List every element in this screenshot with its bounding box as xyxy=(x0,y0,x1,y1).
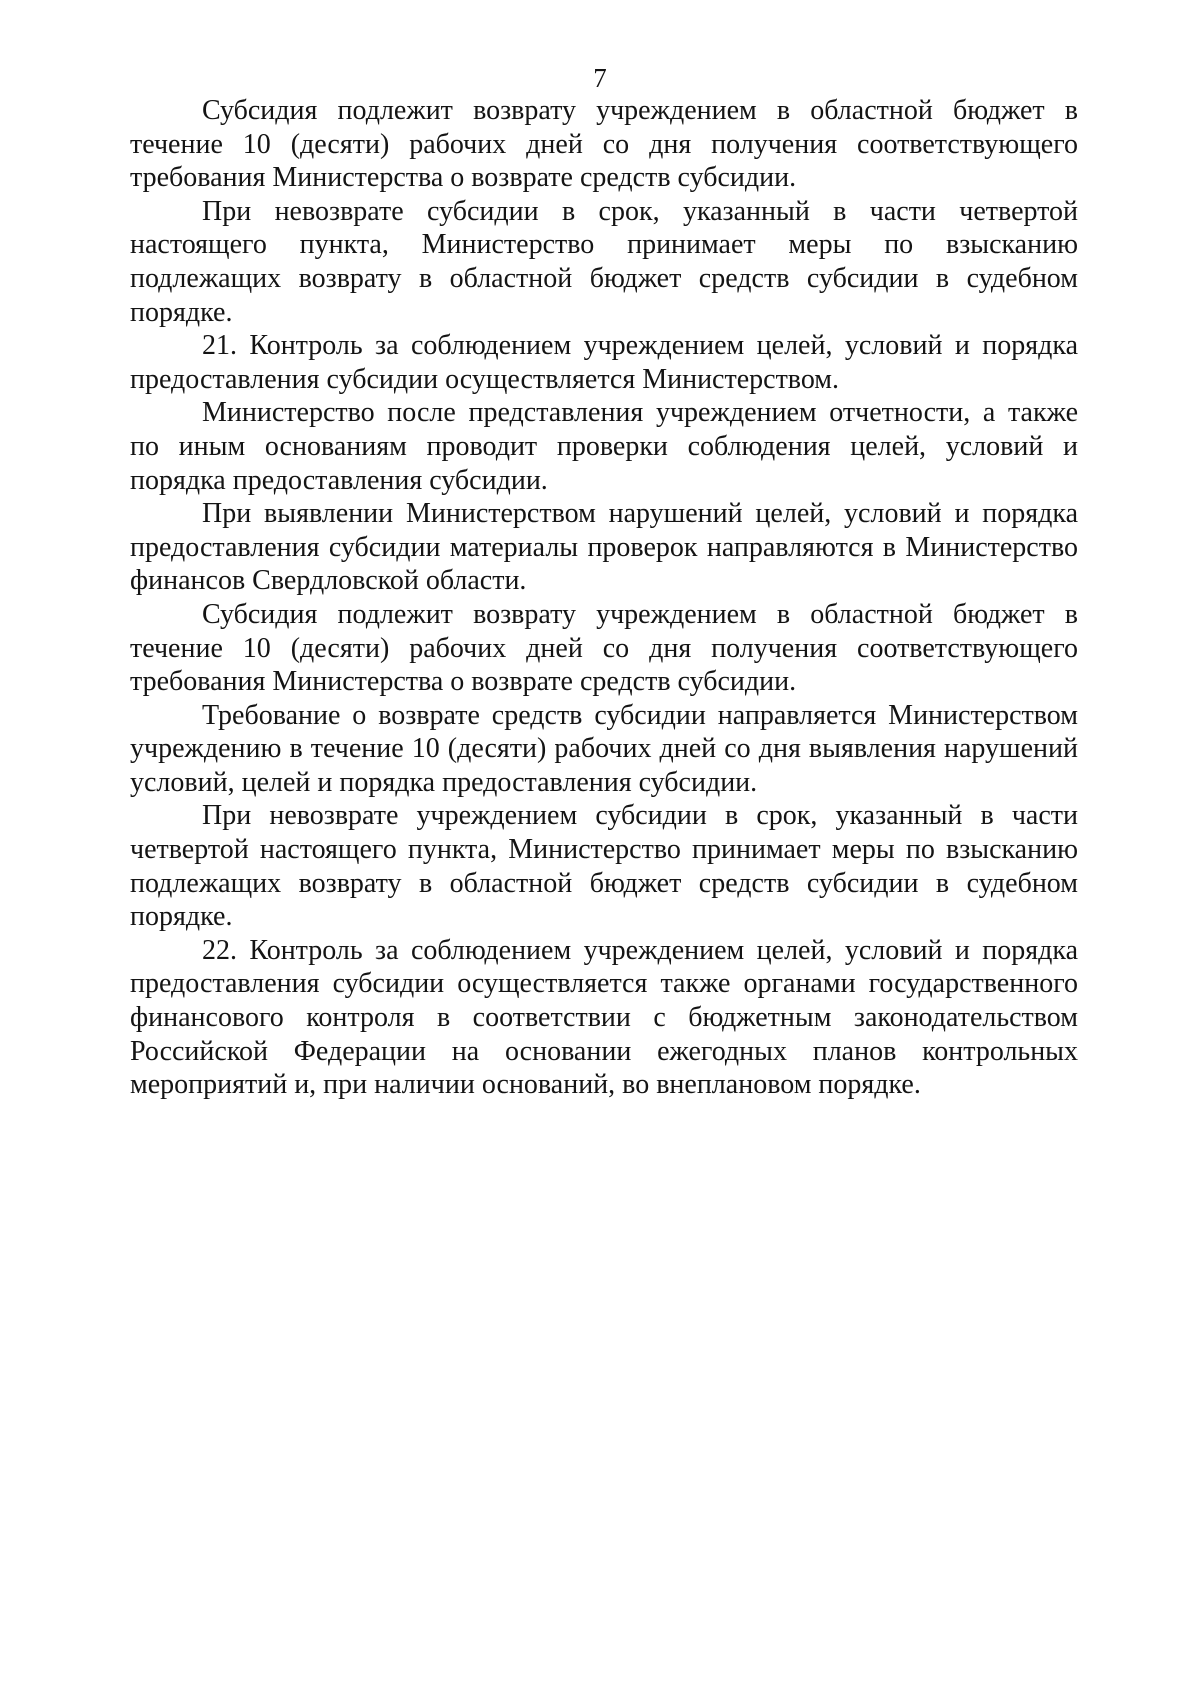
paragraph-refund-term-repeat: Субсидия подлежит возврату учреждением в областной бюджет в течение 10 (десяти) рабочих дней со дня получения соответствующего требования Министерства о возврате средств субсидии. xyxy=(130,598,1078,698)
paragraph-refund-demand: Требование о возврате средств субсидии направляется Министерством учреждению в течение 10 (десяти) рабочих дней со дня выявления нарушений условий, целей и порядка предоставления субсидии. xyxy=(130,699,1078,798)
paragraph-non-return-court: При невозврате субсидии в срок, указанный в части четвертой настоящего пункта, Министерство принимает меры по взысканию подлежащих возврату в областной бюджет средств субсидии в судебном порядке. xyxy=(130,195,1078,328)
paragraph-non-return-court-repeat: При невозврате учреждением субсидии в срок, указанный в части четвертой настоящего пункта, Министерство принимает меры по взысканию подлежащих возврату в областной бюджет средств субсидии в судебном порядке. xyxy=(130,800,1078,933)
paragraph-clause-22-state-control: 22. Контроль за соблюдением учреждением целей, условий и порядка предоставления субсидии осуществляется также органами государственного финансового контроля в соответствии с бюджетным законодательством Российской Федерации на основании ежегодных планов контрольных мероприятий и, при наличии оснований, во внеплановом порядке. xyxy=(130,934,1078,1101)
page-number: 7 xyxy=(593,63,607,93)
paragraph-ministry-inspections: Министерство после представления учреждением отчетности, а также по иным основаниям проводит проверки соблюдения целей, условий и порядка предоставления субсидии. xyxy=(130,397,1078,496)
document-body xyxy=(130,94,1078,1102)
paragraph-violations-finance-ministry: При выявлении Министерством нарушений целей, условий и порядка предоставления субсидии материалы проверок направляются в Министерство финансов Свердловской области. xyxy=(130,498,1078,597)
paragraph-clause-21-control: 21. Контроль за соблюдением учреждением целей, условий и порядка предоставления субсидии осуществляется Министерством. xyxy=(130,330,1078,395)
paragraph-refund-term: Субсидия подлежит возврату учреждением в областной бюджет в течение 10 (десяти) рабочих дней со дня получения соответствующего требования Министерства о возврате средств субсидии. xyxy=(130,95,1078,194)
